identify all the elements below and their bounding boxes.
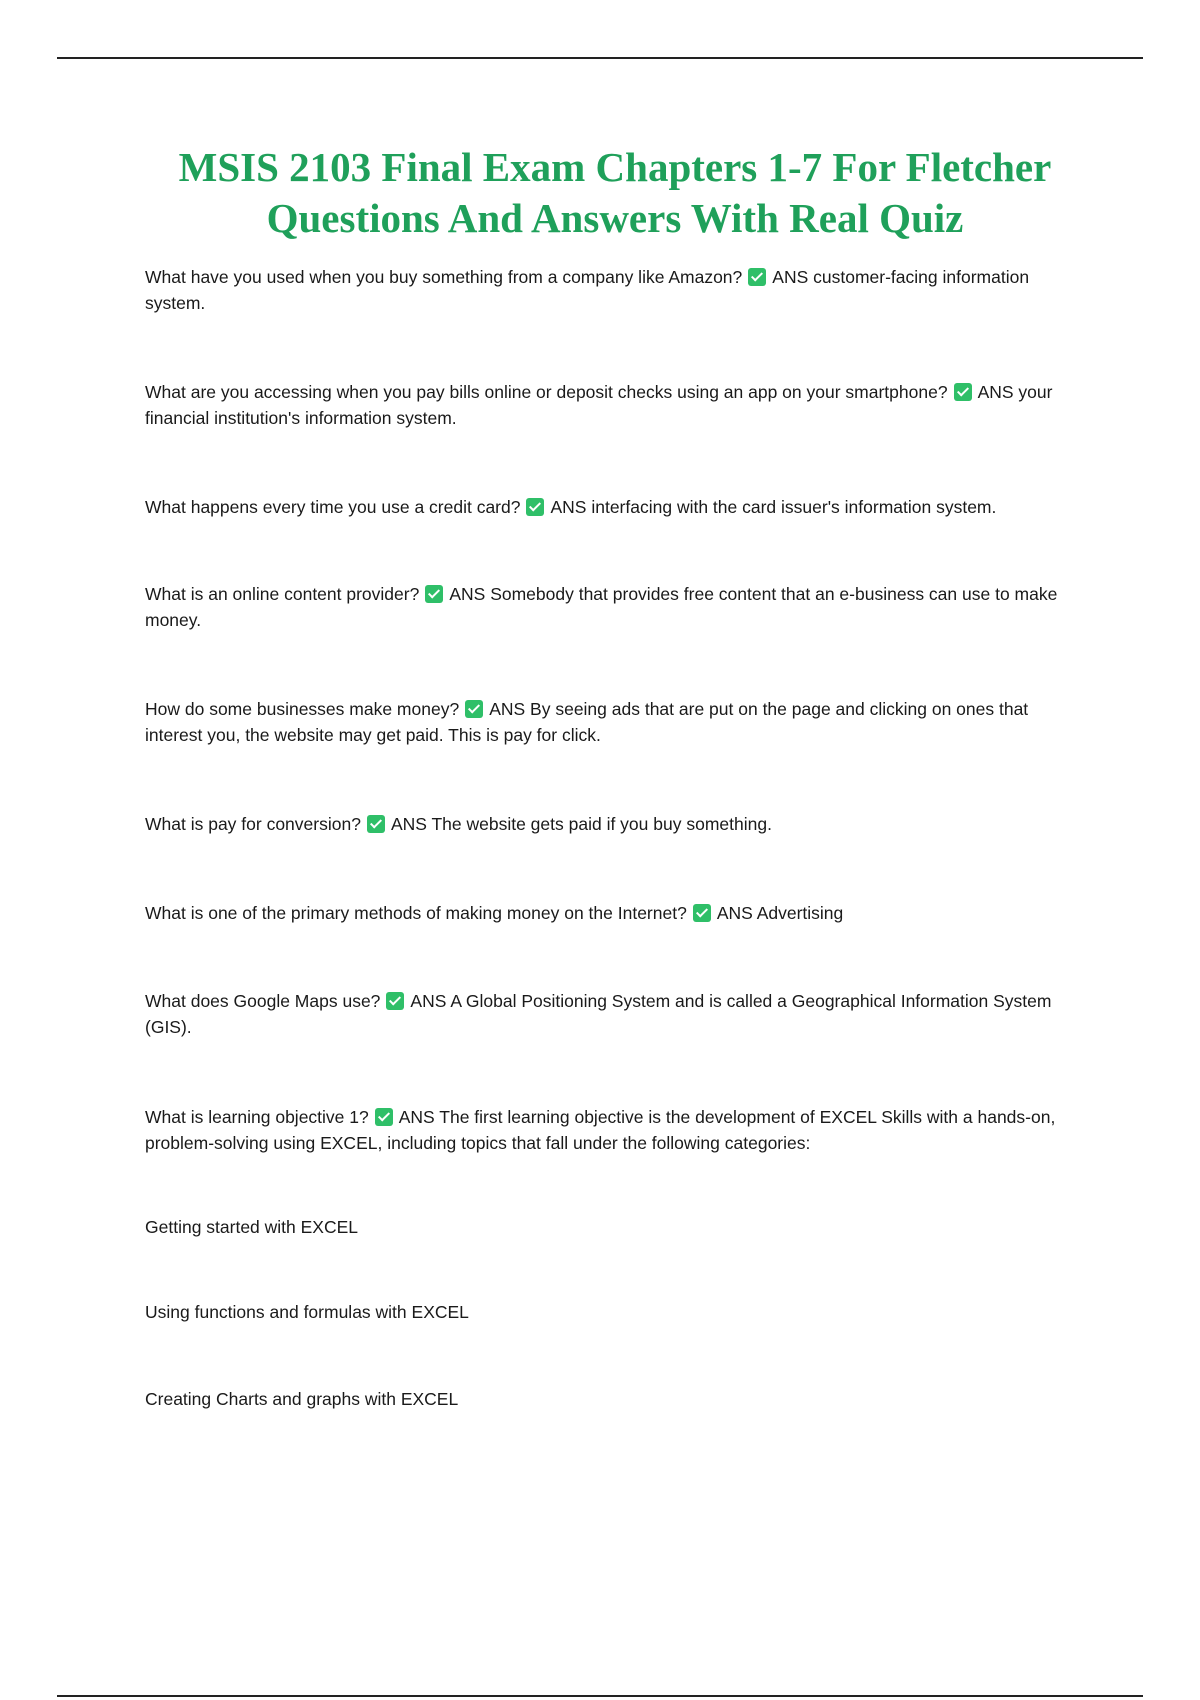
- answer-prefix: ANS: [977, 382, 1014, 402]
- check-box-icon: [465, 700, 483, 718]
- qa-item-9: [145, 1104, 1090, 1156]
- question-text: What are you accessing when you pay bills online or deposit checks using an app on your smartphone?: [145, 382, 948, 402]
- category-item: Using functions and formulas with EXCEL: [145, 1302, 469, 1322]
- question-text: What is pay for conversion?: [145, 814, 361, 834]
- check-box-icon: [954, 383, 972, 401]
- answer-prefix: ANS: [716, 903, 753, 923]
- question-text: What happens every time you use a credit card?: [145, 497, 521, 517]
- answer-text: Somebody that provides free content that an e-business can use to make money.: [145, 584, 1058, 630]
- question-text: What is an online content provider?: [145, 584, 420, 604]
- answer-text: your financial institution's information system.: [145, 382, 1053, 428]
- qa-item-3: [145, 494, 1090, 520]
- qa-item-1: [145, 264, 1090, 316]
- question-text: What have you used when you buy something from a company like Amazon?: [145, 267, 743, 287]
- answer-text: The first learning objective is the development of EXCEL Skills with a hands-on, problem-solving using EXCEL, including topics that fall under the following categories:: [145, 1107, 1056, 1153]
- page-title: MSIS 2103 Final Exam Chapters 1-7 For Fletcher Questions And Answers With Real Quiz: [178, 144, 1052, 241]
- qa-item-4: [145, 581, 1090, 633]
- question-text: What is learning objective 1?: [145, 1107, 369, 1127]
- check-box-icon: [425, 585, 443, 603]
- check-box-icon: [386, 992, 404, 1010]
- answer-text: interfacing with the card issuer's information system.: [591, 497, 997, 517]
- answer-prefix: ANS: [489, 699, 526, 719]
- question-text: What is one of the primary methods of making money on the Internet?: [145, 903, 687, 923]
- bottom-rule: [57, 1695, 1143, 1697]
- answer-text: Advertising: [756, 903, 844, 923]
- qa-item-5: [145, 696, 1090, 748]
- answer-prefix: ANS: [398, 1107, 435, 1127]
- question-text: What does Google Maps use?: [145, 991, 381, 1011]
- qa-item-6: [145, 811, 1090, 837]
- answer-prefix: ANS: [390, 814, 427, 834]
- answer-prefix: ANS: [772, 267, 809, 287]
- answer-text: By seeing ads that are put on the page and clicking on ones that interest you, the website may get paid. This is pay for click.: [145, 699, 1029, 745]
- category-item: Creating Charts and graphs with EXCEL: [145, 1389, 459, 1409]
- qa-item-7: [145, 900, 1090, 926]
- answer-text: customer-facing information system.: [145, 267, 1030, 313]
- check-box-icon: [748, 268, 766, 286]
- answer-prefix: ANS: [449, 584, 486, 604]
- question-text: How do some businesses make money?: [145, 699, 460, 719]
- answer-text: A Global Positioning System and is called a Geographical Information System (GIS).: [145, 991, 1052, 1037]
- check-box-icon: [367, 815, 385, 833]
- answer-prefix: ANS: [550, 497, 587, 517]
- check-box-icon: [526, 498, 544, 516]
- answer-text: The website gets paid if you buy something.: [431, 814, 772, 834]
- qa-item-8: [145, 988, 1090, 1040]
- category-item: Getting started with EXCEL: [145, 1217, 359, 1237]
- check-box-icon: [693, 904, 711, 922]
- check-box-icon: [375, 1108, 393, 1126]
- top-rule: [57, 57, 1143, 59]
- answer-prefix: ANS: [410, 991, 447, 1011]
- qa-item-2: [145, 379, 1090, 431]
